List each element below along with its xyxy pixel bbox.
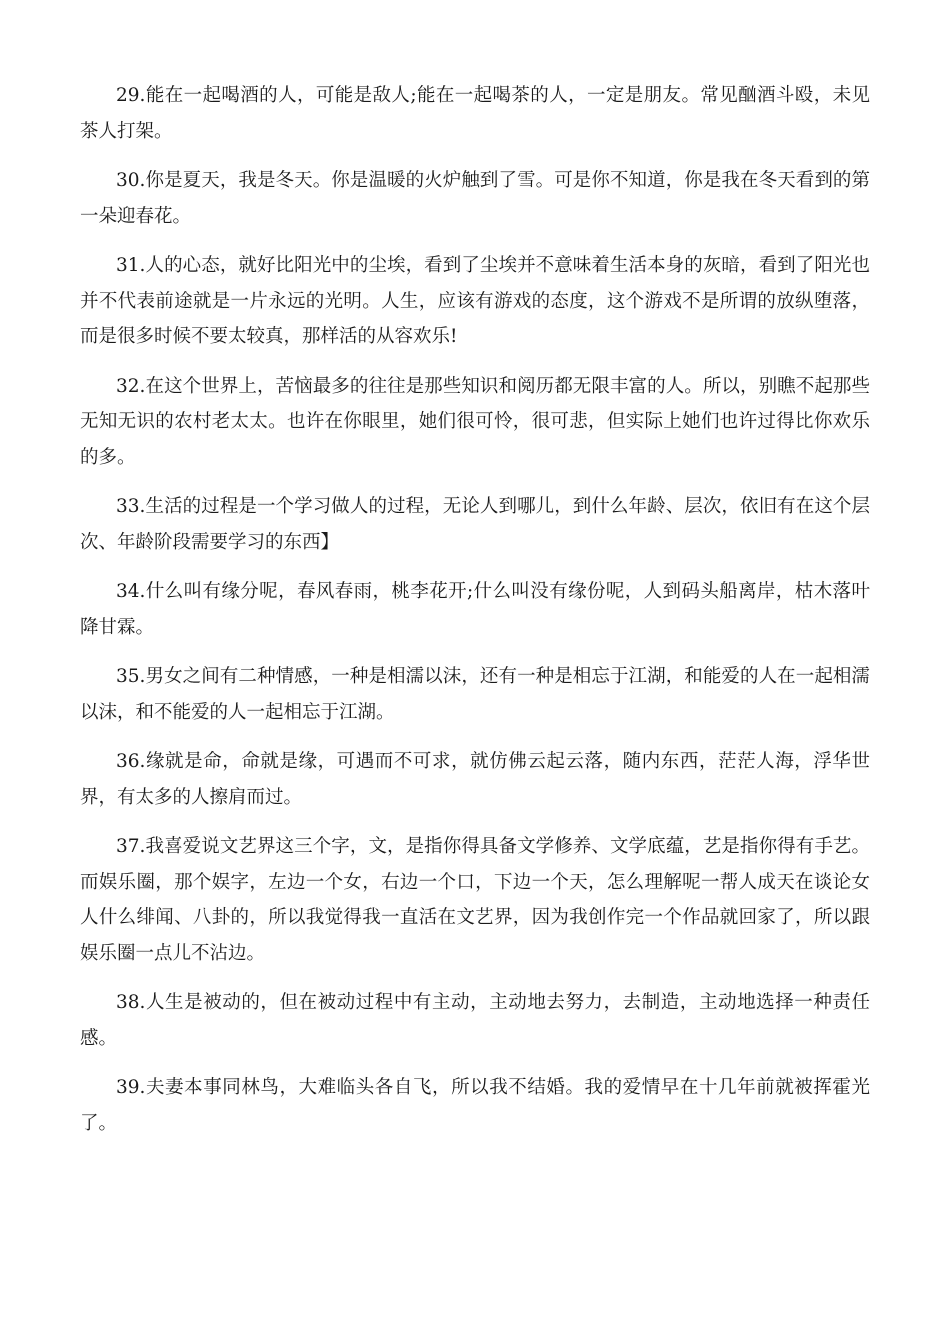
paragraph-34: 34.什么叫有缘分呢，春风春雨，桃李花开;什么叫没有缘份呢，人到码头船离岸，枯木落叶降甘霖。 [80, 581, 870, 638]
paragraph-37: 37.我喜爱说文艺界这三个字，文，是指你得具备文学修养、文学底蕴，艺是指你得有手艺。而娱乐圈，那个娱字，左边一个女，右边一个口，下边一个天，怎么理解呢一帮人成天在谈论女人什么绯闻、八卦的，所以我觉得我一直活在文艺界，因为我创作完一个作品就回家了，所以跟娱乐圈一点儿不沾边。 [80, 836, 870, 964]
document-page [80, 78, 870, 1155]
paragraph-29: 29.能在一起喝酒的人，可能是敌人;能在一起喝茶的人，一定是朋友。常见酗酒斗殴，未见茶人打架。 [80, 85, 870, 142]
paragraph-36: 36.缘就是命，命就是缘，可遇而不可求，就仿佛云起云落，随内东西，茫茫人海，浮华世界，有太多的人擦肩而过。 [80, 751, 870, 808]
paragraph-39: 39.夫妻本事同林鸟，大难临头各自飞，所以我不结婚。我的爱情早在十几年前就被挥霍光了。 [80, 1077, 870, 1134]
paragraph-31: 31.人的心态，就好比阳光中的尘埃，看到了尘埃并不意味着生活本身的灰暗，看到了阳光也并不代表前途就是一片永远的光明。人生，应该有游戏的态度，这个游戏不是所谓的放纵堕落，而是很多时候不要太较真，那样活的从容欢乐! [80, 255, 870, 347]
paragraph-38: 38.人生是被动的，但在被动过程中有主动，主动地去努力，去制造，主动地选择一种责任感。 [80, 992, 870, 1049]
paragraph-32: 32.在这个世界上，苦恼最多的往往是那些知识和阅历都无限丰富的人。所以，别瞧不起那些无知无识的农村老太太。也许在你眼里，她们很可怜，很可悲，但实际上她们也许过得比你欢乐的多。 [80, 375, 870, 468]
paragraph-35: 35.男女之间有二种情感，一种是相濡以沫，还有一种是相忘于江湖，和能爱的人在一起相濡以沫，和不能爱的人一起相忘于江湖。 [80, 666, 870, 723]
paragraph-30: 30.你是夏天，我是冬天。你是温暖的火炉触到了雪。可是你不知道，你是我在冬天看到的第一朵迎春花。 [80, 170, 870, 227]
paragraph-33: 33.生活的过程是一个学习做人的过程，无论人到哪儿，到什么年龄、层次，依旧有在这个层次、年龄阶段需要学习的东西】 [80, 496, 870, 553]
